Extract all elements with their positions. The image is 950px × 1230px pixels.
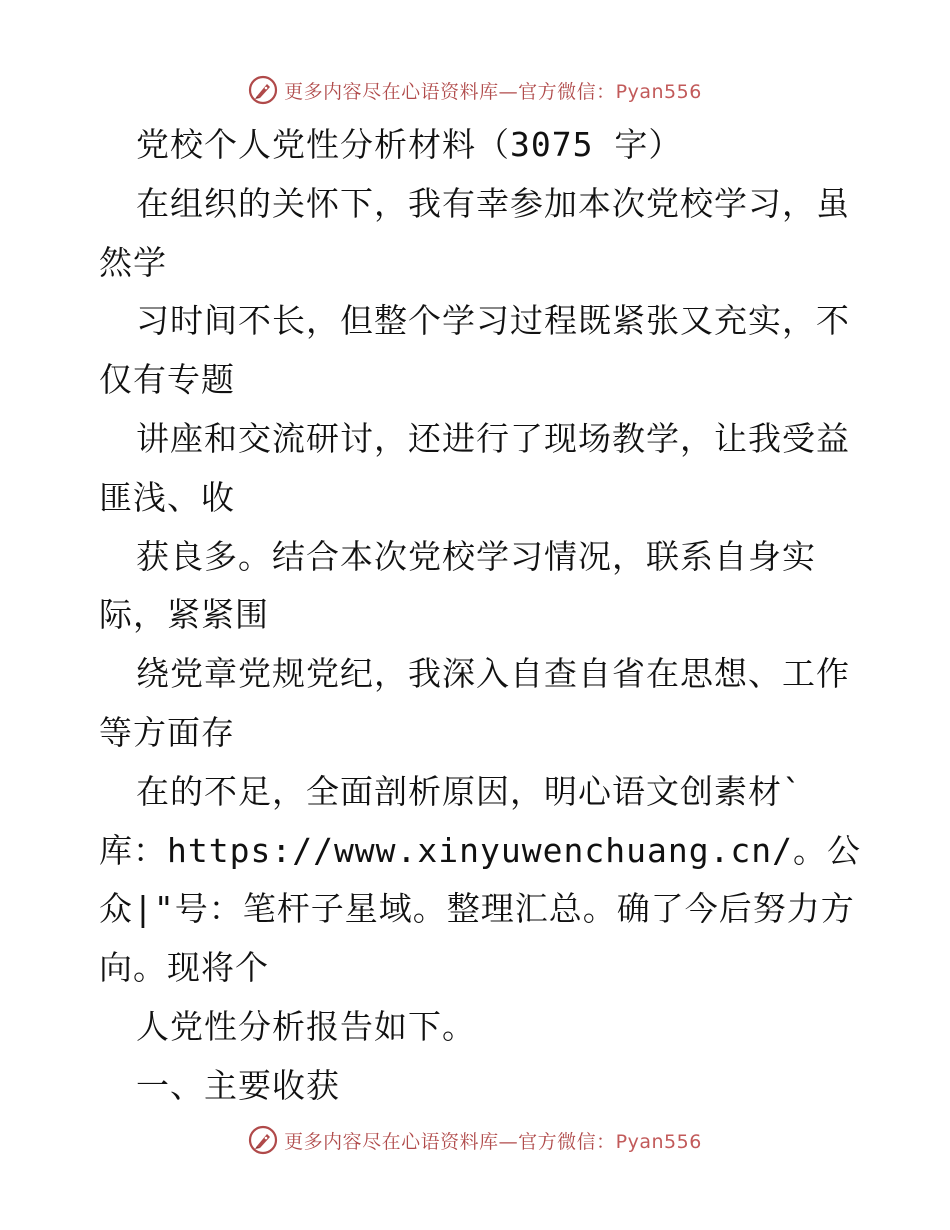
section-heading: 一、主要收获 (136, 1065, 340, 1105)
footer-banner-text: 更多内容尽在心语资料库—官方微信：Pyan556 (284, 1130, 702, 1153)
text-line-with-url: 库：https://www.xinyuwenchuang.cn/。公 (99, 830, 862, 870)
footer-banner (0, 1120, 950, 1160)
text-line: 绕党章党规党纪，我深入自查自省在思想、工作 (136, 654, 850, 694)
footer-wechat-id: Pyan556 (615, 1130, 702, 1153)
text-line: 等方面存 (99, 712, 235, 752)
text-line: 在组织的关怀下，我有幸参加本次党校学习，虽 (136, 183, 850, 223)
text-line: 在的不足，全面剖析原因，明心语文创素材` (136, 771, 803, 811)
text-line: 习时间不长，但整个学习过程既紧张又充实，不 (136, 301, 850, 341)
fountain-pen-logo-icon (248, 1125, 278, 1155)
header-banner (0, 70, 950, 110)
header-wechat-id: Pyan556 (615, 80, 702, 103)
text-line: 际，紧紧围 (99, 595, 269, 635)
text-line: 人党性分析报告如下。 (136, 1006, 476, 1046)
header-banner-text: 更多内容尽在心语资料库—官方微信：Pyan556 (284, 80, 702, 103)
fountain-pen-logo-icon (248, 75, 278, 105)
text-line: 仅有专题 (99, 360, 235, 400)
text-line: 讲座和交流研讨，还进行了现场教学，让我受益 (136, 418, 850, 458)
document-title: 党校个人党性分析材料（3075 字） (136, 125, 683, 164)
document-body (0, 116, 950, 1116)
text-line: 向。现将个 (99, 948, 269, 988)
text-line: 获良多。结合本次党校学习情况，联系自身实 (136, 536, 816, 576)
text-line: 匪浅、收 (99, 477, 235, 517)
text-line: 众|"号：笔杆子星域。整理汇总。确了今后努力方 (99, 889, 855, 929)
text-line: 然学 (99, 242, 167, 282)
